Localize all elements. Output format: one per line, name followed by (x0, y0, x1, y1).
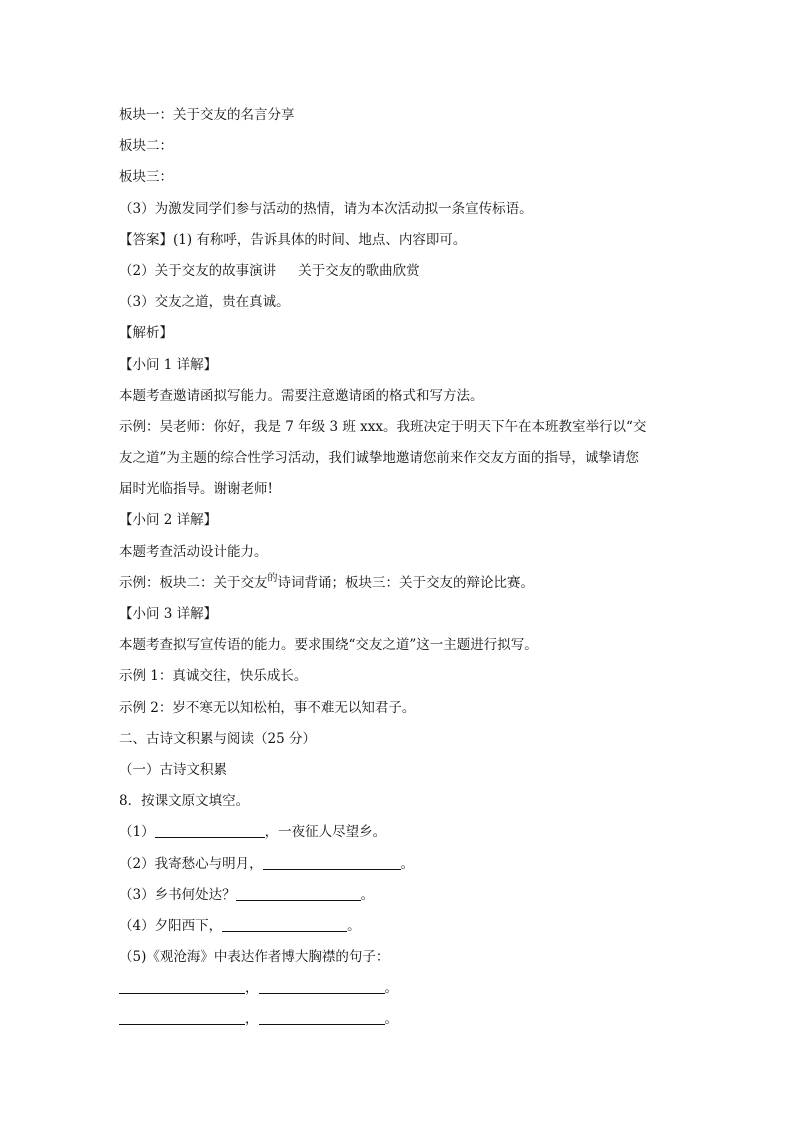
text-line: 本题考查活动设计能力。 (119, 543, 268, 560)
text-segment: 诗词背诵；板块三：关于交友的辩论比赛。 (277, 574, 534, 591)
text-line: 板块二： (119, 138, 173, 155)
answer-blank[interactable] (259, 977, 385, 994)
text-line: 示例 1：真诚交往，快乐成长。 (119, 668, 308, 685)
section-heading: （一）古诗文积累 (119, 761, 227, 778)
section-heading: 【解析】 (119, 325, 173, 342)
answer-blank[interactable] (155, 821, 265, 838)
text-segment: （3）乡书何处达？ (119, 886, 236, 903)
fill-blank-line (119, 880, 679, 911)
section-heading: 【小问 3 详解】 (119, 606, 218, 622)
answer-line: 【答案】(1) 有称呼，告诉具体的时间、地点、内容即可。 (119, 231, 467, 248)
text-segment: 。 (360, 886, 375, 903)
superscript-char: 的 (267, 572, 278, 584)
fill-blank-line (119, 973, 679, 1004)
text-segment: ， (245, 1011, 259, 1028)
text-segment: ，一夜征人尽望乡。 (264, 824, 387, 841)
answer-blank[interactable] (263, 853, 401, 870)
text-line: 本题考查拟写宣传语的能力。要求围绕“交友之道”这一主题进行拟写。 (119, 637, 538, 654)
fill-blank-line (119, 849, 679, 880)
fill-blank-line (119, 1004, 679, 1035)
text-line (119, 568, 679, 599)
text-segment: 。 (384, 1011, 398, 1028)
text-segment: （4）夕阳西下， (119, 917, 223, 934)
text-line: 示例：吴老师：你好，我是 7 年级 3 班 xxx。我班决定于明天下午在本班教室举行以“交 (119, 418, 647, 435)
text-line: （3）交友之道，贵在真诚。 (119, 294, 290, 311)
document-page (119, 100, 679, 1036)
text-line: 板块一：关于交友的名言分享 (119, 107, 295, 123)
text-segment: 示例：板块二：关于交友 (119, 574, 268, 591)
text-line (119, 256, 679, 287)
question-title: 8．按课文原文填空。 (119, 793, 250, 810)
text-segment: 。 (347, 917, 361, 934)
text-segment: 。 (384, 980, 398, 997)
text-line: （3）为激发同学们参与活动的热情，请为本次活动拟一条宣传标语。 (119, 200, 533, 217)
text-segment: （2）关于交友的故事演讲 (119, 262, 277, 279)
answer-blank[interactable] (222, 915, 347, 932)
text-line: （5)《观沧海》中表达作者博大胸襟的句子： (119, 949, 390, 966)
answer-blank[interactable] (119, 1008, 245, 1025)
answer-blank[interactable] (236, 884, 361, 901)
fill-blank-line (119, 911, 679, 942)
text-line: 届时光临指导。谢谢老师! (119, 481, 273, 498)
fill-blank-line (119, 817, 679, 848)
answer-blank[interactable] (119, 977, 245, 994)
section-heading: 【小问 2 详解】 (119, 512, 218, 529)
section-heading: 【小问 1 详解】 (119, 356, 218, 373)
text-segment: 关于交友的歌曲欣赏 (298, 262, 420, 279)
text-segment: 。 (400, 855, 415, 872)
text-line: 本题考查邀请函拟写能力。需要注意邀请函的格式和写方法。 (119, 387, 484, 404)
answer-blank[interactable] (259, 1008, 385, 1025)
text-line: 示例 2：岁不寒无以知松柏，事不难无以知君子。 (119, 699, 416, 716)
text-line: 板块三： (119, 169, 173, 186)
text-segment: （1） (119, 824, 155, 841)
section-heading: 二、古诗文积累与阅读（25 分） (119, 730, 316, 747)
text-line: 友之道”为主题的综合性学习活动，我们诚挚地邀请您前来作交友方面的指导，诚挚请您 (119, 450, 639, 467)
text-segment: （2）我寄愁心与明月， (119, 855, 263, 872)
text-segment: ， (245, 980, 259, 997)
